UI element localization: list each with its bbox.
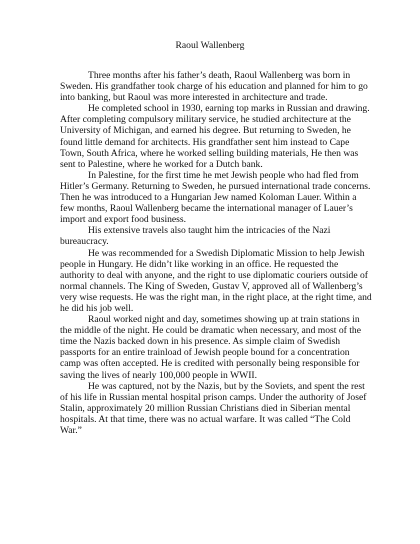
document-body	[60, 70, 372, 436]
paragraph-1: Three months after his father’s death, Raoul Wallenberg was born in Sweden. His grandfather took charge of his education and planned for him to go into banking, but Raoul was more interested in architecture and trade.	[60, 70, 368, 104]
document-title: Raoul Wallenberg	[175, 40, 245, 51]
paragraph-4: His extensive travels also taught him the intricacies of the Nazi bureaucracy.	[60, 225, 331, 248]
paragraph-5: He was recommended for a Swedish Diplomatic Mission to help Jewish people in Hungary. He didn’t like working in an office. He requested the authority to deal with anyone, and the right to use diplomatic couriers outside of normal channels. The King of Sweden, Gustav V, approved all of Wallenberg’s very wise requests. He was the right man, in the right place, at the right time, and he did his job well.	[60, 247, 372, 314]
paragraph-3: In Palestine, for the first time he met Jewish people who had fled from Hitler’s Germany. Returning to Sweden, he pursued international trade concerns. Then he was introduced to a Hungarian Jew named Koloman Lauer. Within a few months, Raoul Wallenberg became the international manager of Lauer’s import and export food business.	[60, 169, 371, 226]
paragraph-2: He completed school in 1930, earning top marks in Russian and drawing. After completing compulsory military service, he studied architecture at the University of Michigan, and earned his degree. But returning to Sweden, he found little demand for architects. His grandfather sent him instead to Cape Town, South Africa, where he worked selling building materials, He then was sent to Palestine, where he worked for a Dutch bank.	[60, 103, 370, 170]
paragraph-7: He was captured, not by the Nazis, but by the Soviets, and spent the rest of his life in Russian mental hospital prison camps. Under the authority of Josef Stalin, approximately 20 million Russian Christians died in Siberian mental hospitals. At that time, there was no actual warfare. It was called “The Cold War.”	[60, 380, 367, 436]
paragraph-6: Raoul worked night and day, sometimes showing up at train stations in the middle of the night. He could be dramatic when necessary, and most of the time the Nazis backed down in his presence. As simple claim of Swedish passports for an entire trainload of Jewish people bound for a concentration camp was often accepted. He is credited with personally being responsible for saving the lives of nearly 100,000 people in WWII.	[60, 314, 361, 381]
